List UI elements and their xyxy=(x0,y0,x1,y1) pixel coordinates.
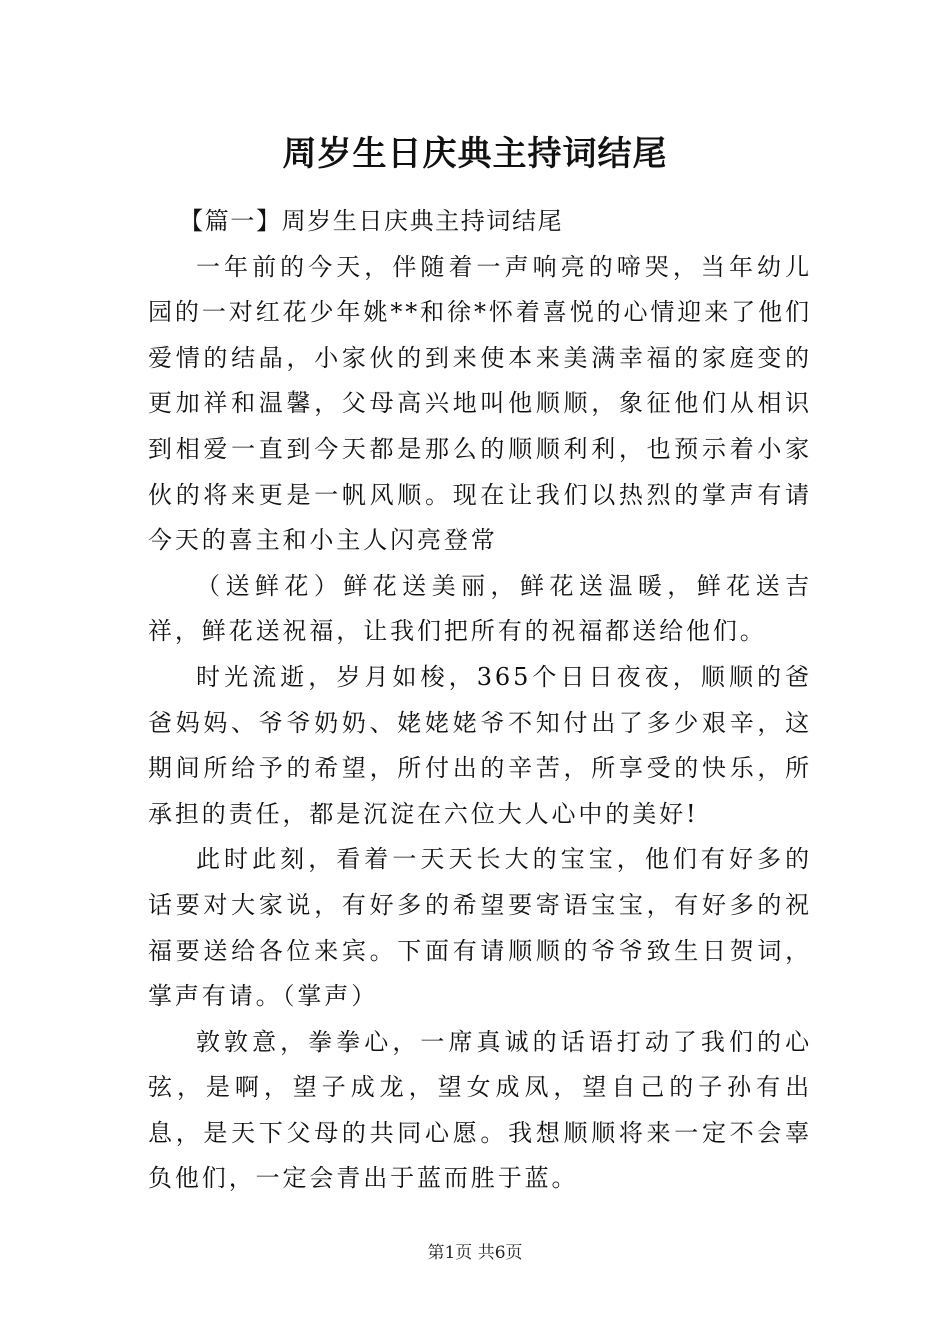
document-body xyxy=(148,199,812,1202)
paragraph-4: 此时此刻，看着一天天长大的宝宝，他们有好多的话要对大家说，有好多的希望要寄语宝宝，有好多的祝福要送给各位来宾。下面有请顺顺的爷爷致生日贺词，掌声有请。（掌声） xyxy=(148,845,812,1011)
page-indicator: 第1页 共6页 xyxy=(427,1243,523,1263)
document-title: 周岁生日庆典主持词结尾 xyxy=(282,134,668,174)
paragraph-2: （送鲜花）鲜花送美丽，鲜花送温暖，鲜花送吉祥，鲜花送祝福，让我们把所有的祝福都送给他们。 xyxy=(148,571,812,646)
paragraph-1: 一年前的今天，伴随着一声响亮的啼哭，当年幼儿园的一对红花少年姚**和徐*怀着喜悦的心情迎来了他们爱情的结晶，小家伙的到来使本来美满幸福的家庭变的更加祥和温馨，父母高兴地叫他顺顺，象征他们从相识到相爱一直到今天都是那么的顺顺利利，也预示着小家伙的将来更是一帆风顺。现在让我们以热烈的掌声有请今天的喜主和小主人闪亮登常 xyxy=(148,252,812,555)
section-heading: 【篇一】周岁生日庆典主持词结尾 xyxy=(179,207,564,235)
paragraph-3: 时光流逝，岁月如梭，365个日日夜夜，顺顺的爸爸妈妈、爷爷奶奶、姥姥姥爷不知付出了多少艰辛，这期间所给予的希望，所付出的辛苦，所享受的快乐，所承担的责任，都是沉淀在六位大人心中的美好! xyxy=(148,662,812,828)
paragraph-5: 敦敦意，拳拳心，一席真诚的话语打动了我们的心弦，是啊，望子成龙，望女成凤，望自己的子孙有出息，是天下父母的共同心愿。我想顺顺将来一定不会辜负他们，一定会青出于蓝而胜于蓝。 xyxy=(148,1027,812,1193)
